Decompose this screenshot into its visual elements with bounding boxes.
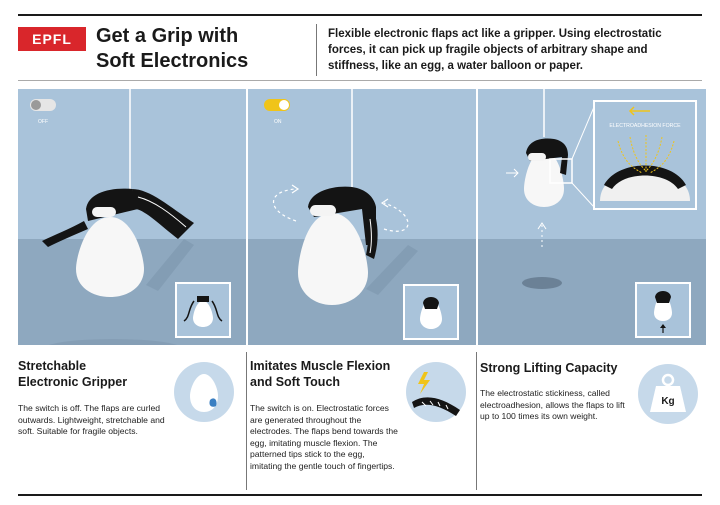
- top-rule: [18, 14, 702, 16]
- panel-on-illustration: [248, 89, 476, 345]
- lead-text: Flexible electronic flaps act like a gripper. Using electrostatic forces, it can pick up fragile objects of arbitrary shape and stiffness, like an egg, a water balloon or paper.: [328, 28, 662, 72]
- switch-off-label: OFF: [38, 119, 48, 125]
- title-line-2: Soft Electronics: [96, 50, 249, 72]
- inset-egg-icon: [176, 283, 230, 337]
- panel-divider-1: [246, 352, 247, 490]
- switch-on-label: ON: [274, 119, 282, 125]
- electroadhesion-force-label: ELECTROADHESION FORCE: [609, 123, 681, 129]
- weight-kg-label: Kg: [661, 396, 675, 407]
- header-bottom-rule: [18, 80, 702, 81]
- switch-off-icon: [30, 99, 56, 111]
- switch-on-icon: [264, 99, 290, 111]
- lifted-egg-icon: [524, 139, 568, 207]
- panel-2-title: Imitates Muscle Flexion and Soft Touch: [250, 359, 391, 389]
- inset-egg-icon: [404, 285, 458, 339]
- electroadhesion-inset: [594, 101, 696, 209]
- bottom-rule: [18, 494, 702, 496]
- page-title: [96, 24, 301, 74]
- panel-3-title: Strong Lifting Capacity: [480, 361, 618, 375]
- panel-off-illustration: [18, 89, 246, 345]
- title-line-1: Get a Grip with: [96, 25, 239, 47]
- panel-3-body: The electrostatic stickiness, called electroadhesion, allows the flaps to lift up to 100 times its own weight.: [480, 388, 625, 421]
- panel-2-body: The switch is on. Electrostatic forces are generated throughout the electrodes. The flaps bend towards the egg, imitating muscle flexion. The patterned tips stick to the egg, imitating the gentle touch of fingertips.: [250, 403, 398, 471]
- epfl-logo: EPFL: [18, 27, 86, 51]
- panel-divider-2: [476, 352, 477, 490]
- panel-1-body: The switch is off. The flaps are curled outwards. Lightweight, stretchable and soft. Suitable for fragile objects.: [18, 403, 165, 436]
- panel-lifting-illustration: [478, 89, 706, 345]
- panel-1-egg-icon: [172, 360, 236, 424]
- header-divider: [316, 24, 317, 76]
- panel-1-title: Stretchable Electronic Gripper: [18, 359, 128, 389]
- panel-2-electrode-icon: [404, 360, 468, 424]
- panel-3-weight-icon: [636, 362, 700, 426]
- inset-lift-icon: [636, 283, 690, 337]
